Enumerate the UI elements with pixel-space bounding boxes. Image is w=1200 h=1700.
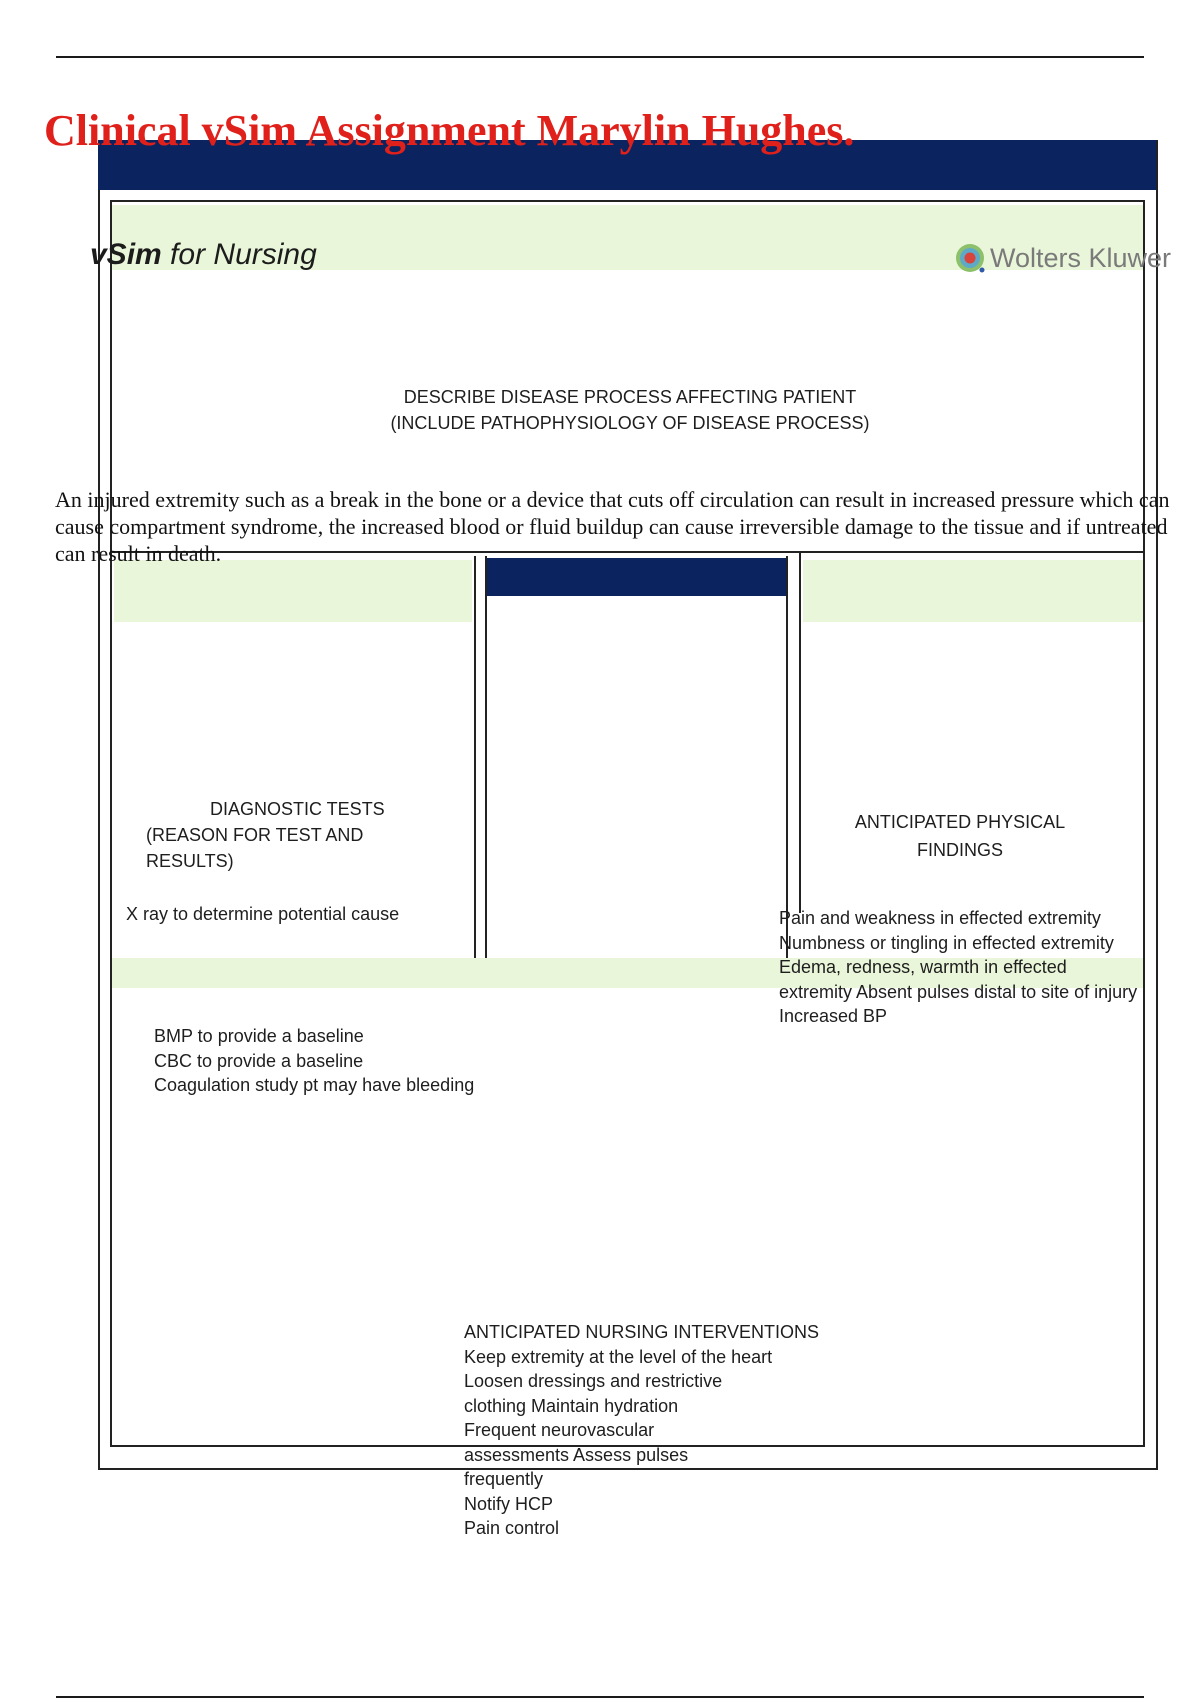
diagnostic-item: BMP to provide a baseline — [154, 1026, 364, 1046]
finding-line: Edema, redness, warmth in effected — [779, 957, 1067, 977]
diagnostic-list-primary — [126, 902, 399, 927]
column-divider — [485, 556, 487, 958]
finding-line: extremity Absent pulses distal to site of injury — [779, 981, 1138, 1002]
intervention-line: Pain control — [464, 1518, 560, 1538]
diagnostic-list-secondary — [154, 1024, 474, 1098]
vsim-logo-bold: vSim — [90, 238, 162, 271]
column-divider — [474, 556, 476, 958]
top-rule — [56, 56, 1144, 58]
disease-heading-line2: (INCLUDE PATHOPHYSIOLOGY OF DISEASE PROCESS) — [390, 413, 870, 433]
intervention-line: frequently — [464, 1469, 544, 1489]
intervention-line: assessments Assess pulses — [464, 1444, 689, 1465]
physical-findings-list — [779, 906, 1179, 1029]
diagnostic-tests-heading — [146, 796, 446, 874]
finding-line: Pain and weakness in effected extremity — [779, 908, 1101, 928]
document-title: Clinical vSim Assignment Marylin Hughes. — [44, 106, 855, 155]
diagnostic-item: Coagulation study pt may have bleeding — [154, 1075, 475, 1095]
intervention-line: Loosen dressings and restrictive — [464, 1371, 723, 1391]
vsim-logo-rest: for Nursing — [161, 238, 317, 271]
bottom-rule — [56, 1696, 1144, 1698]
intervention-line: Notify HCP — [464, 1493, 554, 1514]
diagnostic-heading-line3: RESULTS) — [146, 851, 234, 871]
intervention-line: Frequent neurovascular — [464, 1420, 655, 1440]
diagnostic-band — [114, 560, 472, 622]
disease-process-text: An injured extremity such as a break in the bone or a device that cuts off circulation can result in increased pressure which can cause compartment syndrome, the increased blood or fluid buildup can cause irreversible damage to the tissue and if untreated can result in death. — [55, 487, 1170, 566]
diagnostic-item: X ray to determine potential cause — [126, 904, 400, 924]
diagnostic-item: CBC to provide a baseline — [154, 1050, 364, 1071]
wolters-kluwer-logo — [954, 241, 1171, 275]
nursing-interventions-list — [464, 1320, 819, 1541]
intervention-line: Keep extremity at the level of the heart — [464, 1346, 773, 1367]
wolters-kluwer-text: Wolters Kluwer — [990, 242, 1172, 273]
finding-line: Increased BP — [779, 1006, 888, 1026]
column-divider — [786, 556, 788, 958]
interventions-heading: ANTICIPATED NURSING INTERVENTIONS — [464, 1322, 820, 1342]
findings-heading-line2: FINDINGS — [916, 840, 1003, 860]
physical-findings-heading — [800, 808, 1120, 864]
disease-heading-line1: DESCRIBE DISEASE PROCESS AFFECTING PATIENT — [403, 387, 857, 407]
finding-line: Numbness or tingling in effected extremity — [779, 932, 1114, 953]
vsim-logo — [90, 238, 317, 272]
diagnostic-heading-line2: (REASON FOR TEST AND — [146, 825, 364, 845]
disease-process-heading — [280, 384, 980, 436]
wolters-kluwer-icon — [954, 242, 986, 274]
findings-heading-line1: ANTICIPATED PHYSICAL — [854, 812, 1066, 832]
findings-band — [803, 560, 1143, 622]
intervention-line: clothing Maintain hydration — [464, 1395, 679, 1416]
diagnostic-heading-line1: DIAGNOSTIC TESTS — [210, 799, 385, 819]
